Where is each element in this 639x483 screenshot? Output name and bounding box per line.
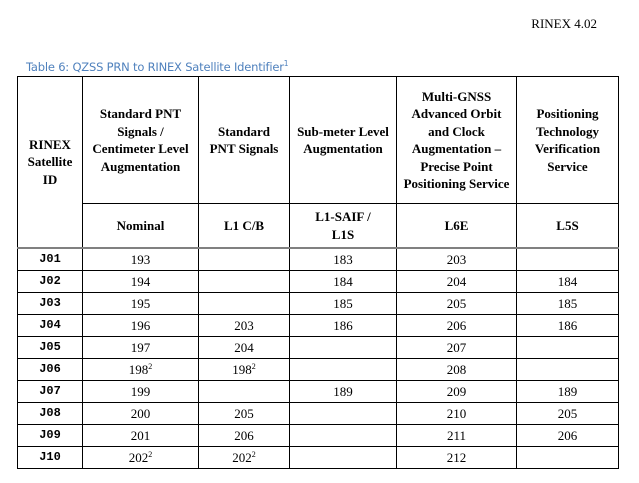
prn-value: 206 (446, 318, 467, 333)
prn-value: 186 (333, 318, 353, 333)
table-row (18, 271, 619, 293)
footnote-ref: 2 (148, 362, 153, 371)
prn-cell (397, 293, 517, 315)
prn-value: 202 (232, 450, 252, 465)
prn-cell (517, 271, 619, 293)
prn-cell (83, 315, 199, 337)
prn-cell (290, 359, 397, 381)
prn-cell (517, 359, 619, 381)
column-header-signal: L1-SAIF / L1S (290, 204, 397, 249)
header-row-signals (18, 204, 619, 249)
prn-value: 205 (234, 406, 254, 421)
prn-cell (83, 248, 199, 271)
prn-cell (397, 425, 517, 447)
table-row (18, 425, 619, 447)
satellite-id-cell: J08 (18, 403, 83, 425)
prn-cell (397, 248, 517, 271)
prn-cell (290, 381, 397, 403)
footnote-ref: 2 (251, 362, 256, 371)
prn-cell (199, 359, 290, 381)
table-row (18, 359, 619, 381)
table-caption (26, 60, 288, 74)
prn-cell (517, 403, 619, 425)
prn-value: 202 (128, 450, 149, 465)
column-header-signal: L1 C/B (199, 204, 290, 249)
prn-cell (199, 425, 290, 447)
prn-value: 189 (557, 384, 578, 399)
satellite-id-cell: J04 (18, 315, 83, 337)
prn-cell (397, 359, 517, 381)
prn-cell (397, 381, 517, 403)
prn-value: 205 (446, 296, 467, 311)
column-header-signal: L5S (517, 204, 619, 249)
satellite-id-cell: J02 (18, 271, 83, 293)
prn-cell (517, 337, 619, 359)
prn-value: 212 (446, 450, 467, 465)
table-row (18, 337, 619, 359)
prn-cell (397, 447, 517, 469)
prn-value: 186 (557, 318, 578, 333)
prn-cell (83, 293, 199, 315)
prn-cell (199, 337, 290, 359)
prn-value: 206 (557, 428, 578, 443)
prn-value: 196 (130, 318, 151, 333)
prn-value: 195 (130, 296, 151, 311)
satellite-id-cell: J01 (18, 248, 83, 271)
column-header-service: Multi-GNSS Advanced Orbit and Clock Augmentation – Precise Point Positioning Service (397, 77, 517, 204)
prn-cell (83, 337, 199, 359)
prn-value: 207 (446, 340, 467, 355)
prn-cell (199, 381, 290, 403)
prn-cell (290, 337, 397, 359)
prn-value: 209 (446, 384, 467, 399)
prn-cell (290, 447, 397, 469)
prn-value: 199 (130, 384, 151, 399)
prn-cell (199, 315, 290, 337)
prn-value: 185 (333, 296, 353, 311)
satellite-id-cell: J03 (18, 293, 83, 315)
table-row (18, 315, 619, 337)
column-header-signal: Nominal (83, 204, 199, 249)
table-row (18, 248, 619, 271)
prn-cell (290, 248, 397, 271)
prn-cell (517, 315, 619, 337)
prn-cell (199, 293, 290, 315)
prn-value: 211 (446, 428, 467, 443)
prn-cell (83, 425, 199, 447)
satellite-id-cell: J05 (18, 337, 83, 359)
column-header-service: Standard PNT Signals / Centimeter Level Augmentation (83, 77, 199, 204)
prn-cell (83, 381, 199, 403)
prn-value: 200 (130, 406, 151, 421)
satellite-id-cell: J09 (18, 425, 83, 447)
prn-cell (83, 403, 199, 425)
prn-value: 208 (446, 362, 467, 377)
column-header-service: Sub-meter Level Augmentation (290, 77, 397, 204)
column-header-signal: L6E (397, 204, 517, 249)
prn-value: 198 (232, 362, 252, 377)
table-row (18, 447, 619, 469)
prn-cell (517, 293, 619, 315)
id-column-header: RINEX Satellite ID (18, 77, 83, 249)
table-row (18, 381, 619, 403)
prn-cell (83, 447, 199, 469)
prn-cell (83, 271, 199, 293)
prn-value: 189 (333, 384, 353, 399)
document-header: RINEX 4.02 (531, 16, 597, 31)
table-row (18, 403, 619, 425)
prn-cell (397, 403, 517, 425)
prn-cell (517, 447, 619, 469)
prn-value: 205 (557, 406, 578, 421)
satellite-id-cell: J06 (18, 359, 83, 381)
satellite-id-cell: J10 (18, 447, 83, 469)
prn-cell (517, 248, 619, 271)
prn-value: 203 (446, 252, 467, 267)
prn-value: 210 (446, 406, 467, 421)
prn-value: 204 (446, 274, 467, 289)
prn-cell (397, 315, 517, 337)
prn-cell (290, 315, 397, 337)
prn-cell (397, 271, 517, 293)
prn-cell (290, 425, 397, 447)
prn-value: 197 (130, 340, 151, 355)
prn-cell (290, 293, 397, 315)
qzss-prn-table (17, 76, 619, 469)
prn-value: 204 (234, 340, 254, 355)
caption-footnote-ref: 1 (283, 59, 289, 68)
prn-cell (199, 447, 290, 469)
prn-cell (199, 271, 290, 293)
prn-cell (517, 425, 619, 447)
prn-value: 206 (234, 428, 254, 443)
prn-value: 183 (333, 252, 353, 267)
column-header-service: Standard PNT Signals (199, 77, 290, 204)
prn-cell (290, 403, 397, 425)
prn-cell (290, 271, 397, 293)
prn-cell (517, 381, 619, 403)
column-header-service: Positioning Technology Verification Service (517, 77, 619, 204)
prn-cell (199, 248, 290, 271)
prn-value: 194 (130, 274, 151, 289)
satellite-id-cell: J07 (18, 381, 83, 403)
prn-value: 198 (128, 362, 149, 377)
header-row-services (18, 77, 619, 204)
prn-cell (83, 359, 199, 381)
prn-value: 193 (130, 252, 151, 267)
table-row (18, 293, 619, 315)
prn-cell (199, 403, 290, 425)
footnote-ref: 2 (148, 450, 153, 459)
prn-value: 184 (333, 274, 353, 289)
caption-text: Table 6: QZSS PRN to RINEX Satellite Identifier (26, 60, 284, 74)
prn-value: 203 (234, 318, 254, 333)
prn-cell (397, 337, 517, 359)
table-body (18, 248, 619, 469)
prn-value: 201 (130, 428, 151, 443)
prn-value: 184 (557, 274, 578, 289)
footnote-ref: 2 (251, 450, 256, 459)
prn-value: 185 (557, 296, 578, 311)
